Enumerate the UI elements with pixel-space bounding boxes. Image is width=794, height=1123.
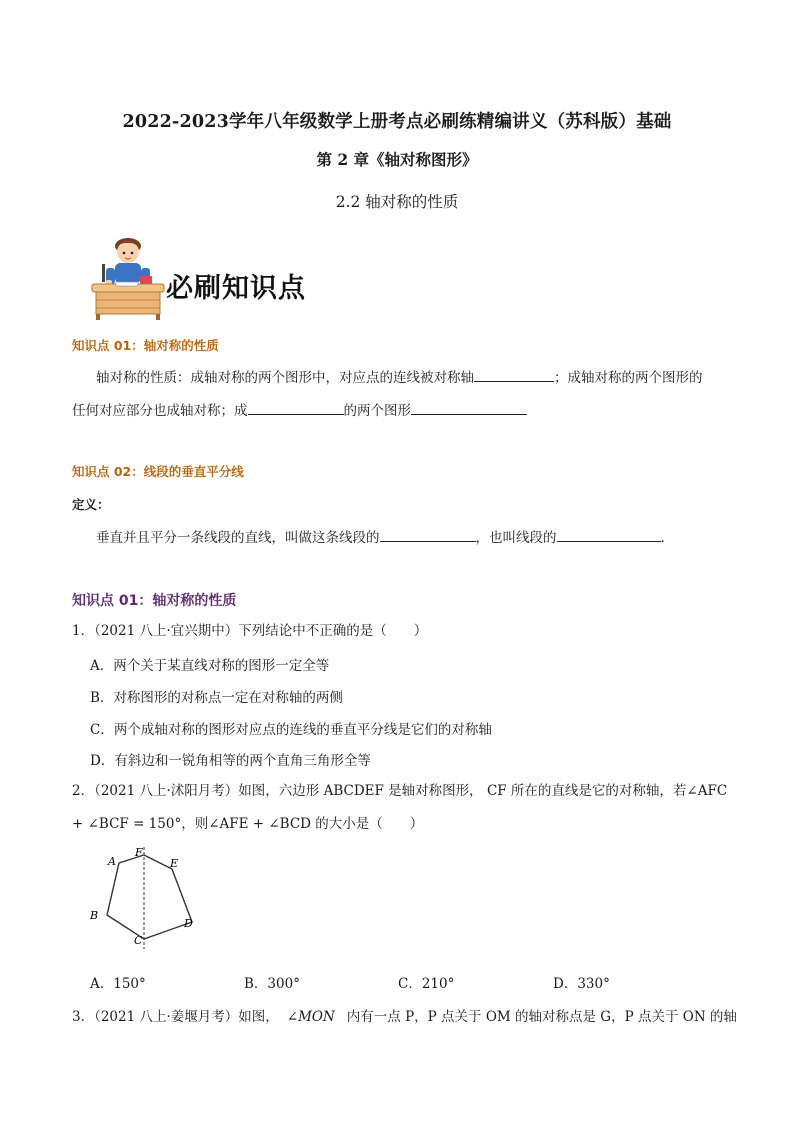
chapter-title: 第 2 章《轴对称图形》: [316, 150, 478, 169]
q3-stem-part-b: 内有一点 P，P 点关于 OM 的轴对称点是 G，P 点关于 ON 的轴: [346, 1009, 737, 1025]
q1-option-c[interactable]: C．两个成轴对称的图形对应点的连线的垂直平分线是它们的对称轴: [90, 722, 492, 738]
q1-option-d[interactable]: D．有斜边和一锐角相等的两个直角三角形全等: [90, 753, 371, 769]
q2-option-b[interactable]: B．300°: [244, 976, 300, 992]
knowledge1-line1: [96, 367, 703, 388]
knowledge1-text-1b: ；成轴对称的两个图形的: [554, 370, 703, 386]
hexagon-figure: [82, 845, 202, 950]
q2-stem-line1: 2．（2021 八上·沭阳月考）如图，六边形 ABCDEF 是轴对称图形， CF 所在的直线是它的对称轴，若∠AFC: [72, 783, 728, 799]
hexagon-abcdef: [107, 855, 192, 939]
knowledge1-text-1a: 轴对称的性质：成轴对称的两个图形中，对应点的连线被对称轴: [96, 370, 474, 386]
q1-stem: 1．（2021 八上·宜兴期中）下列结论中不正确的是（ ）: [72, 623, 428, 639]
vertex-label-d: D: [184, 917, 193, 930]
knowledge1-text-2a: 任何对应部分也成轴对称；成: [72, 403, 248, 419]
q1-option-b[interactable]: B．对称图形的对称点一定在对称轴的两侧: [90, 690, 343, 706]
knowledge2-definition: [96, 527, 665, 548]
blank-1[interactable]: [474, 367, 554, 382]
student-at-desk-icon: [88, 230, 168, 320]
knowledge1-line2: [72, 400, 527, 421]
knowledge1-text-2b: 的两个图形: [343, 403, 411, 419]
blank-2[interactable]: [248, 400, 344, 415]
angle-mon: ∠MON: [286, 1009, 335, 1025]
blank-4[interactable]: [380, 527, 476, 542]
vertex-label-e: E: [170, 857, 179, 870]
banner-title: 必刷知识点: [166, 273, 306, 304]
knowledge-heading-2: 知识点 02：线段的垂直平分线: [72, 464, 244, 479]
definition-label: 定义：: [72, 497, 110, 512]
knowledge-heading-1: 知识点 01：轴对称的性质: [72, 338, 219, 353]
vertex-label-f: F: [135, 846, 143, 859]
blank-3[interactable]: [411, 400, 527, 415]
practice-heading: 知识点 01：轴对称的性质: [72, 593, 237, 609]
vertex-label-a: A: [108, 855, 116, 868]
q3-stem-line1: [72, 1007, 737, 1027]
q1-option-a[interactable]: A．两个关于某直线对称的图形一定全等: [90, 658, 330, 674]
q2-option-d[interactable]: D．330°: [553, 976, 610, 992]
q2-stem-line2: + ∠BCF = 150°，则∠AFE + ∠BCD 的大小是（ ）: [72, 816, 424, 832]
vertex-label-b: B: [90, 909, 99, 922]
vertex-label-c: C: [134, 934, 143, 947]
knowledge2-text-b: ，也叫线段的: [475, 530, 557, 546]
knowledge2-text-a: 垂直并且平分一条线段的直线，叫做这条线段的: [96, 530, 380, 546]
knowledge2-period: .: [660, 530, 665, 546]
section-title: 2.2 轴对称的性质: [335, 193, 459, 211]
q3-stem-part-a: 3．（2021 八上·姜堰月考）如图，: [72, 1009, 279, 1025]
q2-option-a[interactable]: A．150°: [90, 976, 146, 992]
q2-option-c[interactable]: C．210°: [398, 976, 455, 992]
blank-5[interactable]: [557, 527, 661, 542]
document-title: 2022-2023学年八年级数学上册考点必刷练精编讲义（苏科版）基础: [122, 112, 672, 132]
